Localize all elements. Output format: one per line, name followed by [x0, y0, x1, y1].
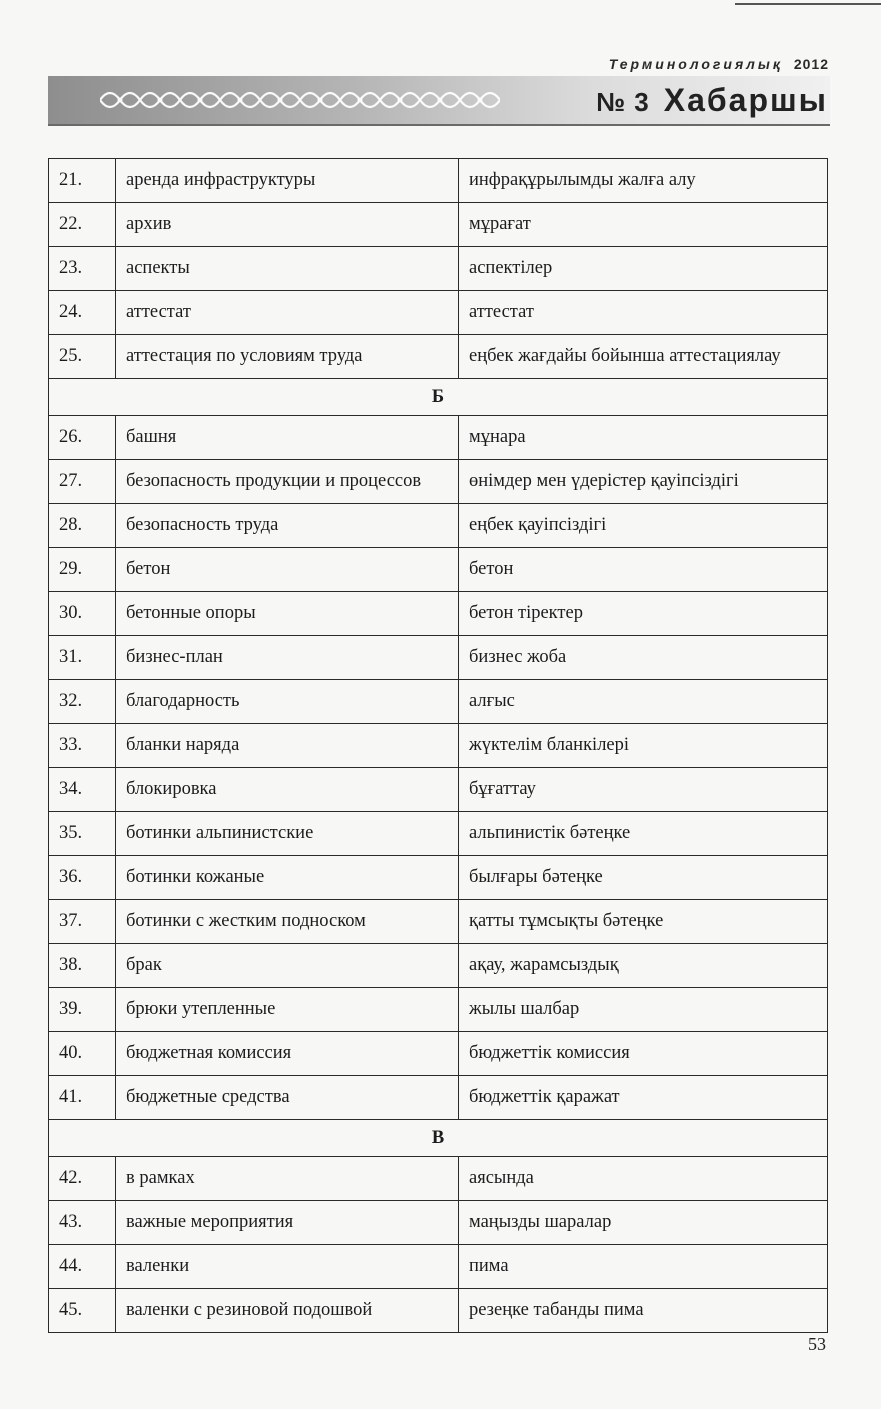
term-russian: безопасность труда — [116, 504, 459, 548]
term-kazakh: бетон — [459, 548, 828, 592]
term-russian: валенки — [116, 1245, 459, 1289]
table-row — [49, 1157, 828, 1201]
table-row — [49, 988, 828, 1032]
term-russian: архив — [116, 203, 459, 247]
term-kazakh: резеңке табанды пима — [459, 1289, 828, 1333]
term-russian: аренда инфраструктуры — [116, 159, 459, 203]
term-number: 21. — [49, 159, 116, 203]
ornament-icon — [100, 80, 500, 120]
term-kazakh: инфрақұрылымды жалға алу — [459, 159, 828, 203]
term-russian: бетон — [116, 548, 459, 592]
term-russian: аттестация по условиям труда — [116, 335, 459, 379]
term-russian: ботинки альпинистские — [116, 812, 459, 856]
term-kazakh: еңбек жағдайы бойынша аттестациялау — [459, 335, 828, 379]
journal-year: 2012 — [793, 56, 829, 72]
terms-table-body — [49, 159, 828, 1333]
table-row — [49, 291, 828, 335]
table-row — [49, 504, 828, 548]
term-number: 35. — [49, 812, 116, 856]
term-number: 29. — [49, 548, 116, 592]
term-russian: важные мероприятия — [116, 1201, 459, 1245]
term-russian: ботинки кожаные — [116, 856, 459, 900]
term-number: 27. — [49, 460, 116, 504]
term-russian: благодарность — [116, 680, 459, 724]
term-kazakh: бюджеттік қаражат — [459, 1076, 828, 1120]
table-row — [49, 1032, 828, 1076]
term-kazakh: аясында — [459, 1157, 828, 1201]
table-row — [49, 460, 828, 504]
term-russian: валенки с резиновой подошвой — [116, 1289, 459, 1333]
term-kazakh: мұнара — [459, 416, 828, 460]
table-row — [49, 548, 828, 592]
term-number: 22. — [49, 203, 116, 247]
term-russian: блокировка — [116, 768, 459, 812]
term-kazakh: аттестат — [459, 291, 828, 335]
table-row — [49, 1201, 828, 1245]
term-number: 31. — [49, 636, 116, 680]
section-row — [49, 1120, 828, 1157]
term-kazakh: жүктелім бланкілері — [459, 724, 828, 768]
term-number: 30. — [49, 592, 116, 636]
term-kazakh: пима — [459, 1245, 828, 1289]
term-kazakh: былғары бәтеңке — [459, 856, 828, 900]
term-russian: ботинки с жестким подноском — [116, 900, 459, 944]
term-number: 42. — [49, 1157, 116, 1201]
table-row — [49, 944, 828, 988]
table-row — [49, 812, 828, 856]
term-number: 44. — [49, 1245, 116, 1289]
term-russian: бланки наряда — [116, 724, 459, 768]
table-row — [49, 203, 828, 247]
term-kazakh: маңызды шаралар — [459, 1201, 828, 1245]
term-russian: бюджетные средства — [116, 1076, 459, 1120]
term-number: 36. — [49, 856, 116, 900]
table-row — [49, 724, 828, 768]
term-russian: брюки утепленные — [116, 988, 459, 1032]
term-number: 38. — [49, 944, 116, 988]
term-number: 43. — [49, 1201, 116, 1245]
term-kazakh: бизнес жоба — [459, 636, 828, 680]
table-row — [49, 335, 828, 379]
table-row — [49, 1289, 828, 1333]
table-row — [49, 159, 828, 203]
table-row — [49, 856, 828, 900]
term-russian: аспекты — [116, 247, 459, 291]
journal-title — [596, 82, 828, 119]
term-number: 28. — [49, 504, 116, 548]
table-row — [49, 592, 828, 636]
term-number: 39. — [49, 988, 116, 1032]
term-kazakh: бетон тіректер — [459, 592, 828, 636]
term-russian: в рамках — [116, 1157, 459, 1201]
term-russian: аттестат — [116, 291, 459, 335]
section-row — [49, 379, 828, 416]
term-kazakh: өнімдер мен үдерістер қауіпсіздігі — [459, 460, 828, 504]
term-kazakh: бюджеттік комиссия — [459, 1032, 828, 1076]
journal-name: Хабаршы — [663, 82, 828, 118]
term-number: 24. — [49, 291, 116, 335]
term-kazakh: алғыс — [459, 680, 828, 724]
term-number: 41. — [49, 1076, 116, 1120]
terms-table — [48, 158, 828, 1333]
term-russian: брак — [116, 944, 459, 988]
term-russian: бизнес-план — [116, 636, 459, 680]
top-rule — [735, 3, 881, 5]
term-number: 33. — [49, 724, 116, 768]
table-row — [49, 680, 828, 724]
term-kazakh: альпинистік бәтеңке — [459, 812, 828, 856]
journal-subtitle-text: Терминологиялық — [608, 56, 783, 72]
table-row — [49, 1076, 828, 1120]
term-number: 23. — [49, 247, 116, 291]
term-kazakh: қатты тұмсықты бәтеңке — [459, 900, 828, 944]
table-row — [49, 768, 828, 812]
term-kazakh: бұғаттау — [459, 768, 828, 812]
term-kazakh: еңбек қауіпсіздігі — [459, 504, 828, 548]
term-number: 26. — [49, 416, 116, 460]
journal-subtitle — [609, 56, 829, 72]
term-number: 37. — [49, 900, 116, 944]
issue-number: № 3 — [596, 87, 650, 117]
term-kazakh: ақау, жарамсыздық — [459, 944, 828, 988]
term-russian: бюджетная комиссия — [116, 1032, 459, 1076]
section-letter: Б — [49, 379, 828, 416]
page-number: 53 — [808, 1334, 826, 1354]
term-number: 32. — [49, 680, 116, 724]
term-number: 40. — [49, 1032, 116, 1076]
table-row — [49, 247, 828, 291]
term-kazakh: жылы шалбар — [459, 988, 828, 1032]
table-row — [49, 1245, 828, 1289]
term-russian: башня — [116, 416, 459, 460]
header-banner — [48, 76, 830, 126]
term-kazakh: аспектілер — [459, 247, 828, 291]
term-number: 45. — [49, 1289, 116, 1333]
table-row — [49, 900, 828, 944]
table-row — [49, 416, 828, 460]
table-row — [49, 636, 828, 680]
term-russian: безопасность продукции и процессов — [116, 460, 459, 504]
term-russian: бетонные опоры — [116, 592, 459, 636]
term-kazakh: мұрағат — [459, 203, 828, 247]
term-number: 34. — [49, 768, 116, 812]
section-letter: В — [49, 1120, 828, 1157]
term-number: 25. — [49, 335, 116, 379]
